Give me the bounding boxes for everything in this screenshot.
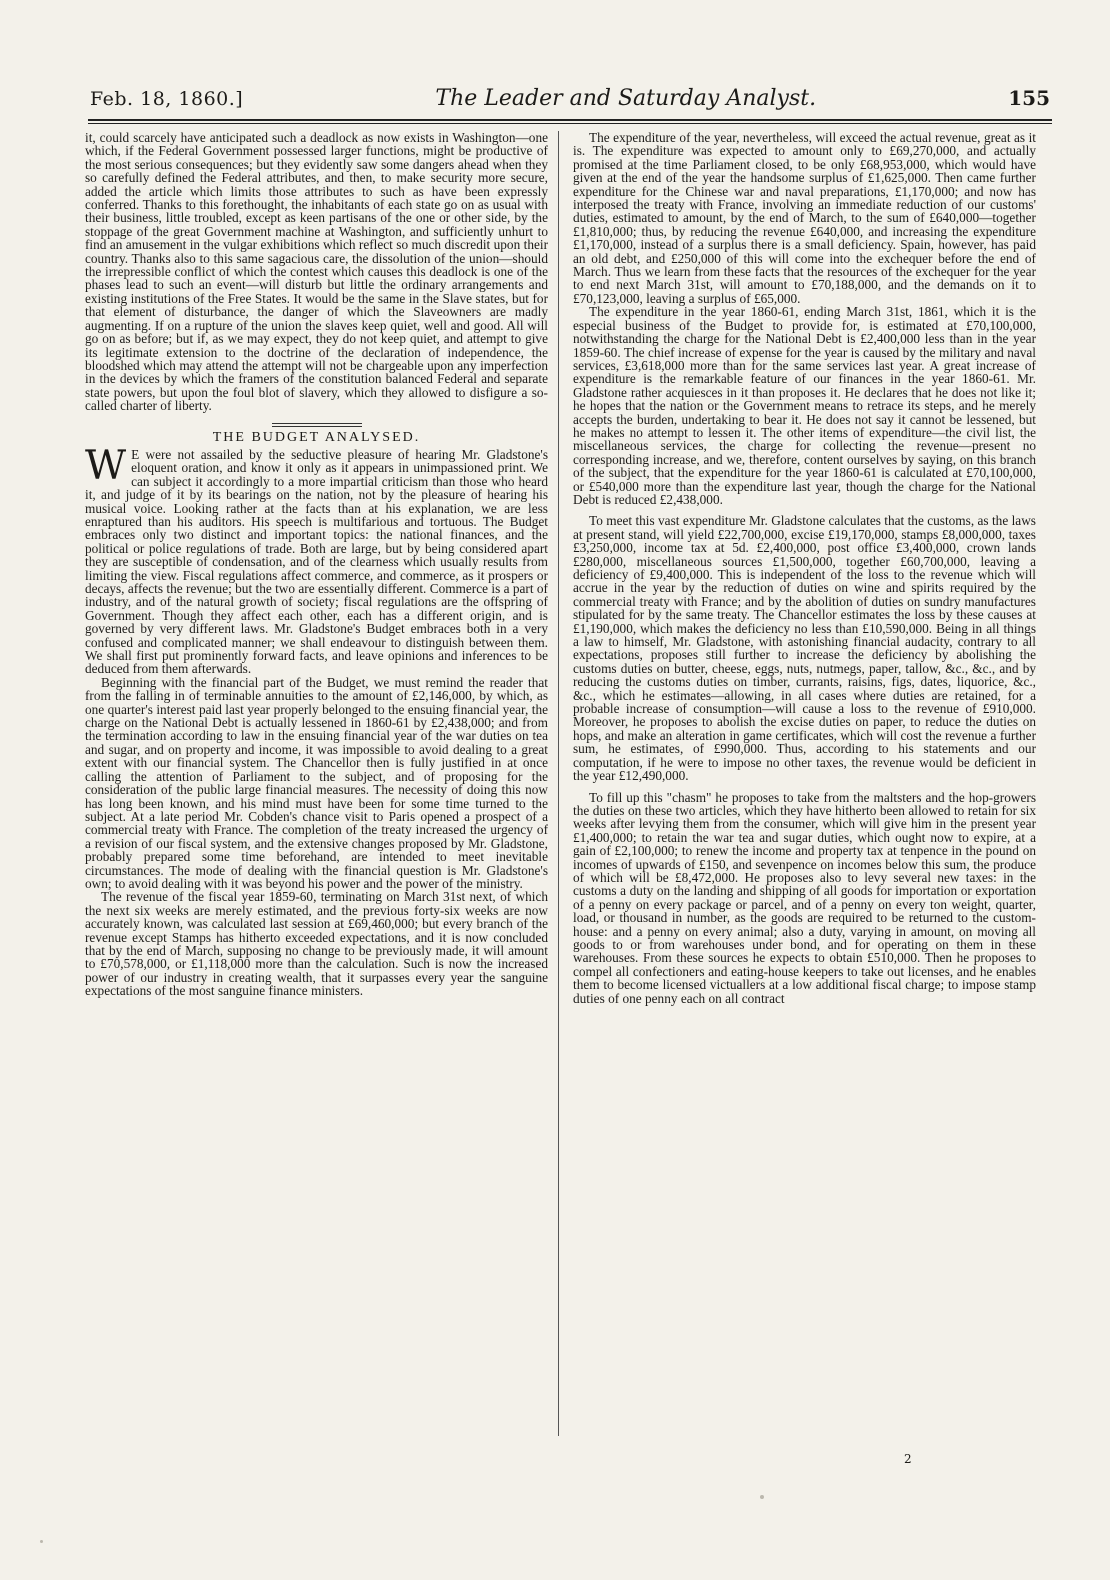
page-header	[90, 86, 1050, 116]
paper-speck	[760, 1495, 764, 1499]
revenue-paragraph: The revenue of the fiscal year 1859-60, terminating on March 31st next, of which the next six weeks are merely estimated, and the previous forty-six weeks are now accurately known, was calculated last session at £69,460,000; but every branch of the revenue except Stamps has hitherto exceeded expectations, and it is now concluded that by the end of March, supposing no change to be previously made, it will amount to £70,578,000, or £1,118,000 more than the calculation. Such is now the increased power of our industry in creating wealth, that it surpasses every year the sanguine expectations of the most sanguine finance ministers.	[85, 889, 548, 999]
section-title: THE BUDGET ANALYSED.	[212, 429, 421, 445]
right-column	[573, 131, 1036, 1551]
header-rule	[88, 119, 1052, 124]
budget-intro-text: E were not assailed by the seductive pleasure of hearing Mr. Gladstone's eloquent oration, and know it only as it appears in unimpassioned print. We can subject it accordingly to a more impartial criticism than those who heard it, and judge of it by its bearings on the nation, not by the pleasure of hearing his musical voice. Looking rather at the facts than at his explanation, we are less enraptured than his auditors. His speech is multifarious and tortuous. The Budget embraces only two distinct and important topics: the national finances, and the political or police regulations of trade. Both are large, but by being considered apart they are susceptible of condensation, and of the clearness which usually results from limiting the view. Fiscal regulations affect commerce, and commerce, as it prospers or decays, affects the revenue; but the two are essentially different. Commerce is a part of industry, and of the natural growth of society; fiscal regulations are the offspring of Government. Though they affect each other, each has a different origin, and is governed by very different laws. Mr. Gladstone's Budget embraces both in a very confused and complicated manner; we shall endeavour to distinguish between them. We shall first put prominently forward facts, and leave opinions and inferences to be deduced from them afterwards.	[85, 446, 548, 677]
column-divider	[558, 131, 559, 1436]
article-continuation-paragraph: it, could scarcely have anticipated such a deadlock as now exists in Washington—one which, if the Federal Government possessed larger functions, might be productive of the most serious consequences; but they evidently saw some dangers ahead when they so carefully defined the Federal attributes, and then, to make security more secure, added the article which limits those attributes to such as have been expressly conferred. Thanks to this forethought, the inhabitants of each state go on as usual with their business, little troubled, except as keen partisans of the one or other side, by the stoppage of the great Government machine at Washington, and sufficiently unhurt to find an amusement in the vulgar exhibitions which reflect so much discredit upon their country. Thanks also to this same sagacious care, the dissolution of the union—should the irrepressible conflict of which the contest which causes this deadlock is one of the phases lead to such an event—will disturb but little the ordinary arrangements and existing institutions of the Free States. It would be the same in the Slave states, but for that element of disturbance, the danger of which the Slaveowners are madly augmenting. If on a rupture of the union the slaves keep quiet, well and good. All will go on as before; but if, as we may expect, they do not keep quiet, and attempt to give its legitimate extension to the doctrine of the declaration of independence, the bloodshed which may attend the attempt will not be chargeable upon any imperfection in the devices by which the framers of the constitution balanced Federal and separate state powers, but upon the foul blot of slavery, which they allowed to disfigure a so-called charter of liberty.	[85, 131, 548, 414]
section-heading	[85, 423, 548, 444]
signature-mark: 2	[904, 1452, 912, 1466]
page-number: 155	[1008, 86, 1050, 110]
paper-speck	[40, 1540, 43, 1543]
expenditure-paragraph: The expenditure of the year, nevertheless, will exceed the actual revenue, great as it is. The expenditure was expected to amount only to £69,270,000, and actually promised at the time Parliament closed, to be only £68,953,000, which would have given at the end of the year the handsome surplus of £1,625,000. Then came further expenditure for the Chinese war and naval preparations, £1,170,000; and now has interposed the treaty with France, involving an immediate reduction of our customs' duties, estimated to amount, by the end of March, to the sum of £640,000—together £1,810,000; thus, by reducing the revenue £640,000, and increasing the expenditure £1,170,000, instead of a surplus there is a small deficiency. Spain, however, has paid an old debt, and £250,000 of this will come into the exchequer before the end of March. Thus we learn from these facts that the resources of the exchequer for the year to end next March 31st, will amount to £70,188,000, and the demands on it to £70,123,000, leaving a surplus of £65,000.	[573, 131, 1036, 306]
left-column	[85, 131, 548, 1551]
fill-chasm-paragraph: To fill up this "chasm" he proposes to take from the maltsters and the hop-growers the duties on these two articles, which they have hitherto been allowed to retain for six weeks after levying them from the consumer, which will give him in the present year £1,400,000; to retain the war tea and sugar duties, which ought now to expire, at a gain of £2,100,000; to renew the income and property tax at tenpence in the pound on incomes of upwards of £150, and sevenpence on incomes below this sum, the produce of which will be £8,472,000. He proposes also to levy several new taxes: in the customs a duty on the landing and shipping of all goods for importation or exportation of a penny on every package or parcel, and of a penny on every ton weight, quarter, load, or thousand in number, as the goods are required to be returned to the custom-house: and a penny on every animal; also a duty, varying in amount, on moving all goods to or from warehouses under bond, and for operating on them in these warehouses. From these sources he expects to obtain £510,000. Then he proposes to compel all confectioners and eating-house keepers to take out licenses, and he enables them to become licensed victuallers at a low additional fiscal charge; to impose stamp duties of one penny each on all contract	[573, 789, 1036, 1006]
issue-date: Feb. 18, 1860.]	[90, 88, 244, 110]
drop-cap: W	[85, 442, 127, 489]
publication-title: The Leader and Saturday Analyst.	[435, 86, 817, 111]
expenditure-1860-paragraph: The expenditure in the year 1860-61, ending March 31st, 1861, which it is the especial business of the Budget to provide for, is estimated at £70,100,000, notwithstanding the charge for the National Debt is £2,400,000 less than in the year 1859-60. The chief increase of expense for the year is caused by the military and naval services, £3,618,000 more than for the same services last year. A great increase of expenditure is the remarkable feature of our finances in the year 1860-61. Mr. Gladstone rather acquiesces in it than proposes it. He declares that he does not like it; he hopes that the nation or the Government means to retrace its steps, and he merely accepts the burden, undertaking to bear it. He does not say it cannot be lessened, but he makes no attempt to lessen it. The other items of expenditure—the civil list, the miscellaneous services, the charge for collecting the revenue—present no corresponding increase, and we, therefore, content ourselves by saying, on this branch of the subject, that the expenditure for the year 1860-61 is calculated at £70,100,000, or £540,000 more than the expenditure last year, though the charge for the National Debt is reduced £2,438,000.	[573, 304, 1036, 507]
meet-expenditure-paragraph: To meet this vast expenditure Mr. Gladstone calculates that the customs, as the laws at present stand, will yield £22,700,000, excise £19,170,000, stamps £8,000,000, taxes £3,250,000, income tax at 5d. £2,400,000, post office £3,400,000, crown lands £280,000, miscellaneous sources £1,500,000, together £60,700,000, leaving a deficiency of £9,400,000. This is independent of the loss to the revenue which will accrue in the year by the reduction of duties on wine and spirits required by the commercial treaty with France; and by the abolition of duties on sundry manufactures stipulated for by the same treaty. The Chancellor estimates the loss by these causes at £1,190,000, which makes the deficiency no less than £10,590,000. Being in all things a law to himself, Mr. Gladstone, with astonishing financial audacity, contrary to all expectations, proposes still further to increase the deficiency by abolishing the customs duties on butter, cheese, eggs, nuts, nutmegs, paper, tallow, &c., &c., and by reducing the customs duties on timber, currants, raisins, figs, dates, liquorice, &c., &c., which he estimates—allowing, in all cases where duties are retained, for a probable increase of consumption—will cause a loss to the revenue of £910,000. Moreover, he proposes to abolish the excise duties on paper, to reduce the duties on hops, and make an alteration in game certificates, which will cost the revenue a further sum, he estimates, of £990,000. Thus, according to his statements and our computation, if he were to impose no other taxes, the revenue would be deficient in the year £12,490,000.	[573, 513, 1036, 784]
section-rule	[272, 423, 362, 427]
financial-part-paragraph: Beginning with the financial part of the Budget, we must remind the reader that from the falling in of terminable annuities to the amount of £2,146,000, by which, as one quarter's interest paid last year properly belonged to the ensuing financial year, the charge on the National Debt is actually lessened in 1860-61 by £2,438,000; and from the termination according to law in the ensuing financial year of the war duties on tea and sugar, and on property and income, it was impossible to avoid dealing to a great extent with our financial system. The Chancellor then is fully justified in at once calling the attention of Parliament to the subject, and of proposing for the consideration of the public large financial measures. The necessity of doing this now has long been known, and his mind must have been for some time turned to the subject. At a late period Mr. Cobden's chance visit to Paris opened a prospect of a commercial treaty with France. The completion of the treaty increased the urgency of a revision of our fiscal system, and the extensive changes proposed by Mr. Gladstone, probably prepared some time beforehand, are intended to meet inevitable circumstances. The mode of dealing with the financial question is Mr. Gladstone's own; to avoid dealing with it was beyond his power and the power of the ministry.	[85, 674, 548, 891]
budget-intro-paragraph	[85, 442, 548, 677]
